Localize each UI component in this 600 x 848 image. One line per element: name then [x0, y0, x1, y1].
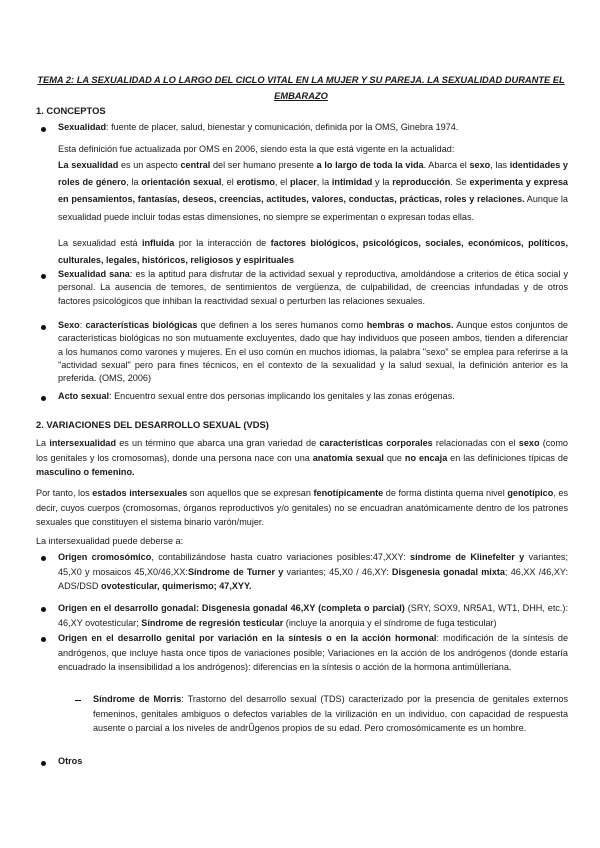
cause-desarrollo-gonadal: Origen en el desarrollo gonadal: Disgenesia gonadal 46,XY (completa o parcial) (SRY, SOX9, NR5A1, WT1, DHH, etc.): 46,XY ovotesticular; Síndrome de regresión testicular (incluye la anorquia y el síndrome de fuga testicular) [58, 603, 568, 628]
title-line-2: EMBARAZO [274, 91, 328, 101]
cause-origen-cromosomico: Origen cromosómico, contabilizándose hasta cuatro variaciones posibles:47,XXY: síndrome de Klinefelter y variantes; 45,X0 y mosaicos 45,X0/46,XX:Síndrome de Turner y variantes; 45,X0 / 46,XY: Disgenesia gonadal mixta; 46,XX /46,XY: ADS/DSD ovotesticular, quimerismo; 47,XYY. [58, 552, 569, 592]
item-sindrome-morris: Síndrome de Morris: Trastorno del desarrollo sexual (TDS) caracterizado por la presencia de genitales externos femeninos, genitales ambiguos o defectos variables de la virilización en un individuo, con capacidad de respuesta ausente o parcial a los niveles de andrÛgenos propios de su edad. Pero cromosómicamente es un hombre. [93, 694, 568, 734]
paragraph-estados-intersexuales: Por tanto, los estados intersexuales son aquellos que se expresan fenotípicamente de forma distinta quema nivel genotípico, es decir, cuyos cuerpos (cromosomas, órganos reproductivos y/o genitales) no se encuadran anatómicamente dentro de los patrones sexuales que constituyen el sistema binario varón/mujer. [36, 488, 569, 528]
bullet-icon [41, 761, 46, 766]
title-line-1: TEMA 2: LA SEXUALIDAD A LO LARGO DEL CICLO VITAL EN LA MUJER Y SU PAREJA. LA SEXUALIDAD DURANTE EL [37, 75, 565, 85]
paragraph-sexualidad-influida: La sexualidad está influida por la interacción de factores biológicos, psicológicos, sociales, económicos, políticos, culturales, legales, históricos, religiosos y espirituales [58, 238, 568, 265]
bullet-icon [41, 274, 46, 279]
paragraph-intersexualidad: La intersexualidad es un término que abarca una gran variedad de características corporales relacionadas con el sexo (como los genitales y los cromosomas), donde una persona nace con una anatomía sexual que no encaja en las definiciones típicas de masculino o femenino. [36, 438, 569, 478]
bullet-icon [41, 607, 46, 612]
bullet-icon [41, 556, 46, 561]
bullet-sexualidad: Sexualidad: fuente de placer, salud, bienestar y comunicación, definida por la OMS, Ginebra 1974. [58, 122, 459, 132]
bullet-icon [41, 325, 46, 330]
bullet-icon [41, 396, 46, 401]
bullet-acto-sexual: Acto sexual: Encuentro sexual entre dos personas implicando los genitales y las zonas erógenas. [58, 391, 455, 401]
cause-otros: Otros [58, 756, 83, 766]
bullet-sexualidad-sana: Sexualidad sana: es la aptitud para disfrutar de la actividad sexual y reproductiva, amoldándose a criterios de ética social y personal. La ausencia de temores, de sentimientos de vergüenza, de culpabilidad, de creencias infundadas y de otros factores psicológicos que inhiban la reactividad sexual o perturben las relaciones sexuales. [58, 269, 568, 306]
section-heading-vds: 2. VARIACIONES DEL DESARROLLO SEXUAL (VDS) [36, 419, 269, 430]
dash-icon [75, 700, 81, 701]
bullet-sexo: Sexo: características biológicas que definen a los seres humanos como hembras o machos. Aunque estos conjuntos de características biológicas no son mutuamente excluyentes, dado que hay individuos que poseen ambos, tienden a diferenciar a los humanos como varones y mujeres. En el uso común en muchos idiomas, la palabra "sexo" se emplea para referirse a la "actividad sexual" pero para fines técnicos, en el contexto de la sexualidad y la salud sexual, la definición anterior es la preferida. (OMS, 2006) [58, 320, 568, 384]
bullet-icon [41, 127, 46, 132]
paragraph-oms-2006: Esta definición fue actualizada por OMS en 2006, siendo esta la que está vigente en la actualidad: [58, 144, 455, 154]
paragraph-intersexualidad-causas: La intersexualidad puede deberse a: [36, 536, 184, 546]
section-heading-conceptos: 1. CONCEPTOS [36, 105, 106, 116]
cause-desarrollo-genital: Origen en el desarrollo genital por variación en la síntesis o en la acción hormonal: modificación de la síntesis de andrógenos, que incluye hasta once tipos de variaciones posible; Variaciones en la acción de los andrógenos (donde estaría encuadrado la insensibilidad a los andrógenos): diferencias en la síntesis o acción de la hormona antimülleriana. [58, 633, 569, 673]
document-title [36, 72, 566, 104]
paragraph-sexualidad-definicion: La sexualidad es un aspecto central del ser humano presente a lo largo de toda la vida. Abarca el sexo, las identidades y roles de género, la orientación sexual, el erotismo, el placer, la intimidad y la reproducción. Se experimenta y expresa en pensamientos, fantasías, deseos, creencias, actitudes, valores, conductas, prácticas, roles y relaciones. Aunque la sexualidad puede incluir todas estas dimensiones, no siempre se experimentan o expresan todas ellas. [58, 160, 568, 222]
bullet-icon [41, 637, 46, 642]
